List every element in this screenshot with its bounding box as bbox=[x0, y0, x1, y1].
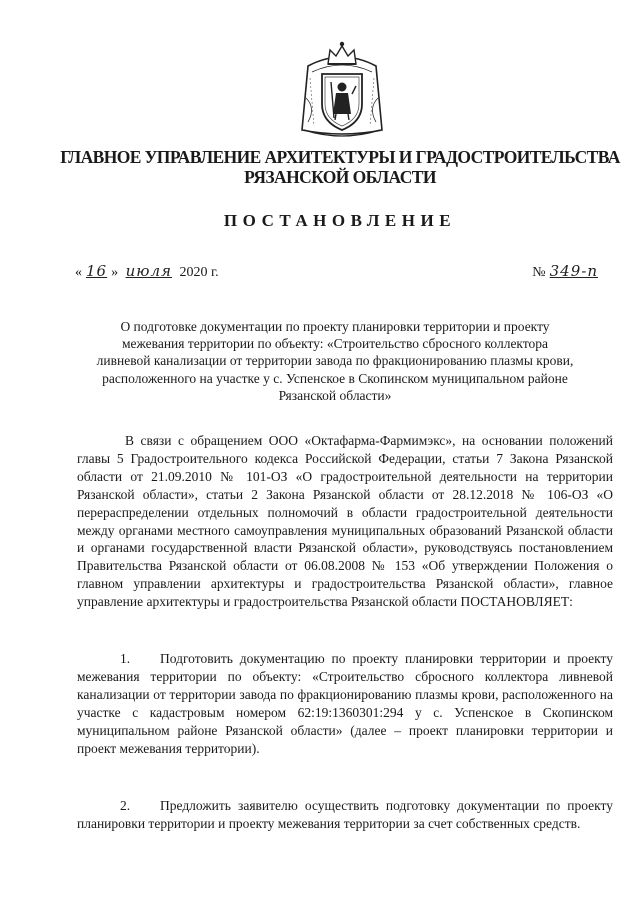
item-marker: 1. bbox=[120, 651, 131, 666]
organization-name-line-2: РЯЗАНСКОЙ ОБЛАСТИ bbox=[244, 167, 436, 187]
coat-of-arms-icon bbox=[296, 38, 388, 142]
date-close-quote: » bbox=[111, 265, 119, 280]
organization-name-line-1: ГЛАВНОЕ УПРАВЛЕНИЕ АРХИТЕКТУРЫ И ГРАДОСТРОИТЕЛЬСТВА bbox=[60, 147, 620, 167]
date-month: июля bbox=[125, 262, 172, 280]
number-prefix: № bbox=[532, 265, 546, 280]
document-type-title: ПОСТАНОВЛЕНИЕ bbox=[223, 211, 457, 230]
number-value: 349-п bbox=[549, 262, 598, 280]
item-marker: 2. bbox=[120, 798, 131, 813]
resolution-item-2 bbox=[77, 797, 613, 833]
item-text: Подготовить документацию по проекту планировки территории и проекту межевания территории по объекту: «Строительство сбросного коллектора ливневой канализации от территории завода по фракционированию плазмы крови, расположенного на участке с кадастровым номером 62:19:1360301:294 у с. Успенское в Скопинском муниципальном районе Рязанской области» (далее – проект планировки территории и проект межевания территории). bbox=[77, 651, 613, 756]
date-year: 2020 г. bbox=[179, 265, 219, 280]
date-open-quote: « bbox=[75, 265, 82, 280]
item-text: Предложить заявителю осуществить подготовку документации по проекту планировки территории и проекту межевания территории за счет собственных средств. bbox=[77, 798, 613, 831]
document-date bbox=[75, 262, 219, 281]
document-number bbox=[532, 262, 602, 281]
resolution-item-1 bbox=[77, 650, 613, 757]
preamble-paragraph: В связи с обращением ООО «Октафарма-Фармимэкс», на основании положений главы 5 Градостроительного кодекса Российской Федерации, статьи 7 Закона Рязанской области от 21.09.2010 № 101-ОЗ «О градостроительной деятельности на территории Рязанской области», статьи 2 Закона Рязанской области от 28.12.2018 № 106-ОЗ «О перераспределении отдельных полномочий в области градостроительной деятельности между органами местного самоуправления муниципальных образований Рязанской области и органами государственной власти Рязанской области», руководствуясь постановлением Правительства Рязанской области от 06.08.2008 № 153 «Об утверждении Положения о главном управлении архитектуры и градостроительства Рязанской области», главное управление архитектуры и градостроительства Рязанской области ПОСТАНОВЛЯЕТ: bbox=[77, 433, 613, 610]
date-day: 16 bbox=[86, 262, 108, 280]
document-subject: О подготовке документации по проекту планировки территории и проекту межевания территории по объекту: «Строительство сбросного коллектора ливневой канализации от территории завода по фракционированию плазмы крови, расположенного на участке у с. Успенское в Скопинском муниципальном районе Рязанской области» bbox=[96, 319, 574, 403]
